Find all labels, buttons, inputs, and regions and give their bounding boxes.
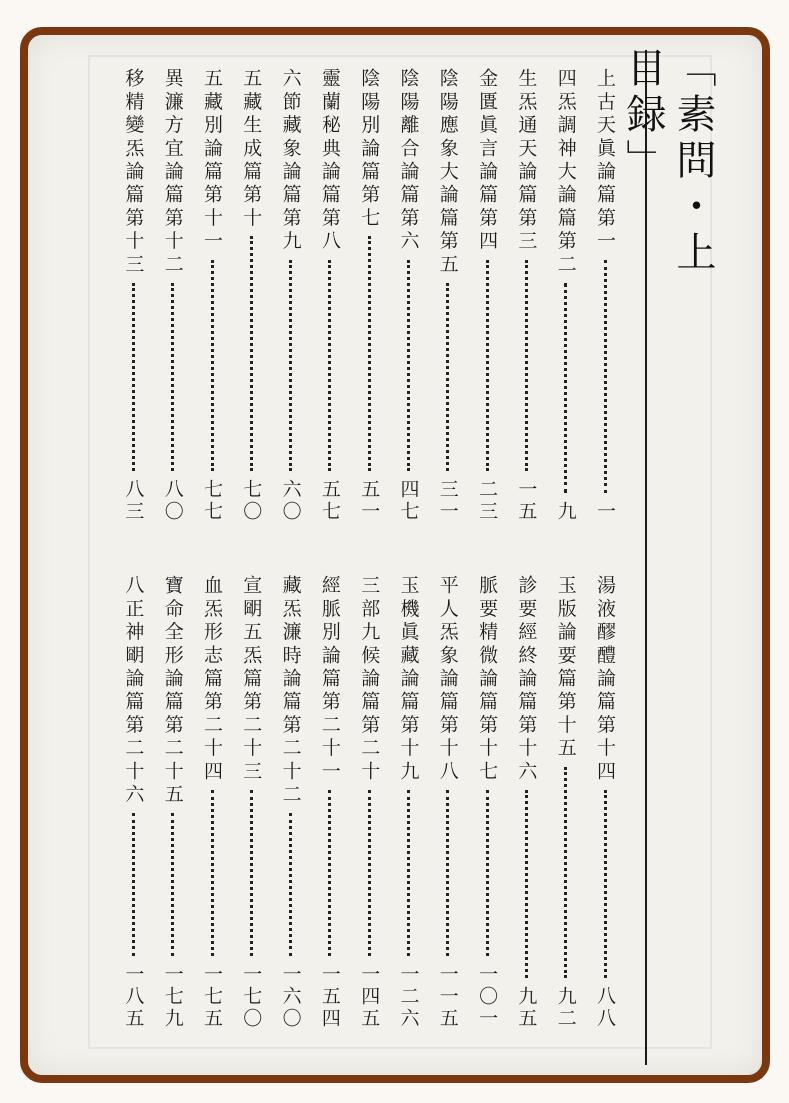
entry-page-number: 八八: [594, 986, 616, 1030]
leader-dots: [171, 283, 174, 471]
entry-page-number: 一七九: [161, 964, 184, 1030]
toc-entry[interactable]: [239, 68, 263, 523]
entry-page-number: 一七五: [201, 964, 223, 1030]
entry-title: 血炁形志篇第二十四: [201, 575, 223, 784]
leader-dots: [604, 260, 607, 493]
entry-page-number: 一二六: [397, 964, 420, 1030]
entry-page-number: 一五: [515, 479, 538, 523]
toc-entry[interactable]: [436, 68, 460, 523]
entry-page-number: 一六〇: [279, 964, 302, 1030]
entry-page-number: 八三: [122, 479, 145, 523]
toc-entry[interactable]: [200, 575, 224, 1030]
entry-page-number: 五一: [358, 479, 381, 523]
leader-dots: [250, 790, 253, 956]
entry-page-number: 三一: [436, 479, 459, 523]
leader-dots: [407, 790, 410, 956]
entry-page-number: 九五: [515, 986, 538, 1030]
entry-title: 玉版論要篇第十五: [554, 575, 577, 761]
toc-entry[interactable]: [593, 68, 617, 523]
toc-entry[interactable]: [121, 68, 145, 523]
entry-page-number: 一五四: [318, 964, 341, 1030]
toc-page: [28, 35, 762, 1075]
leader-dots: [525, 790, 528, 978]
entry-page-number: 一〇一: [476, 964, 499, 1030]
entry-page-number: 六〇: [279, 479, 302, 523]
entry-title: 六節藏象論篇第九: [279, 68, 302, 254]
entry-title: 宣朙五炁篇第二十三: [240, 575, 263, 784]
toc-entry[interactable]: [514, 575, 538, 1030]
leader-dots: [289, 260, 292, 471]
leader-dots: [564, 283, 567, 493]
entry-title: 五藏生成篇第十: [240, 68, 263, 231]
entry-title: 藏炁濂時論篇第二十二: [279, 575, 302, 807]
toc-entry[interactable]: [475, 575, 499, 1030]
entry-page-number: 一七〇: [240, 964, 263, 1030]
entry-page-number: 九: [554, 501, 577, 523]
toc-entry[interactable]: [554, 68, 578, 523]
entry-title: 五藏別論篇第十一: [201, 68, 223, 254]
toc-heading: [620, 47, 718, 447]
entry-title: 寶命全形論篇第二十五: [161, 575, 184, 807]
entry-title: 三部九候論篇第二十: [358, 575, 381, 784]
entry-title: 八正神朙論篇第二十六: [122, 575, 145, 807]
entry-page-number: 二三: [476, 479, 499, 523]
toc-entry[interactable]: [161, 575, 185, 1030]
toc-entry[interactable]: [239, 575, 263, 1030]
entry-page-number: 八〇: [161, 479, 184, 523]
heading-divider: [645, 50, 647, 1065]
heading-part1: 「素問・上: [670, 47, 716, 277]
entry-title: 陰陽應象大論篇第五: [436, 68, 459, 277]
leader-dots: [368, 236, 371, 471]
entry-title: 生炁通天論篇第三: [515, 68, 538, 254]
entry-page-number: 四七: [397, 479, 420, 523]
entry-page-number: 一四五: [358, 964, 381, 1030]
toc-entry[interactable]: [357, 575, 381, 1030]
entry-title: 四炁調神大論篇第二: [554, 68, 577, 277]
leader-dots: [368, 790, 371, 956]
entry-page-number: 九二: [554, 986, 577, 1030]
leader-dots: [211, 260, 214, 471]
entry-title: 陰陽離合論篇第六: [397, 68, 420, 254]
leader-dots: [407, 260, 410, 471]
entry-title: 湯液醪醴論篇第十四: [594, 575, 616, 784]
toc-entry[interactable]: [475, 68, 499, 523]
leader-dots: [604, 790, 607, 978]
toc-entry[interactable]: [200, 68, 224, 523]
entry-title: 移精變炁論篇第十三: [122, 68, 145, 277]
leader-dots: [328, 790, 331, 956]
toc-entry[interactable]: [318, 68, 342, 523]
entry-page-number: 一一五: [436, 964, 459, 1030]
toc-entry[interactable]: [161, 68, 185, 523]
leader-dots: [328, 260, 331, 471]
entry-title: 診要經終論篇第十六: [515, 575, 538, 784]
toc-entry[interactable]: [279, 68, 303, 523]
entry-title: 金匱眞言論篇第四: [476, 68, 499, 254]
toc-entry[interactable]: [397, 575, 421, 1030]
toc-entry[interactable]: [593, 575, 617, 1030]
entry-page-number: 一八五: [122, 964, 145, 1030]
leader-dots: [446, 283, 449, 471]
leader-dots: [446, 790, 449, 956]
leader-dots: [486, 260, 489, 471]
entry-page-number: 七七: [201, 479, 223, 523]
leader-dots: [289, 813, 292, 956]
entry-page-number: 一: [594, 501, 616, 523]
leader-dots: [250, 236, 253, 471]
entry-title: 靈蘭秘典論篇第八: [318, 68, 341, 254]
entry-page-number: 五七: [318, 479, 341, 523]
toc-entry[interactable]: [279, 575, 303, 1030]
entry-title: 脈要精微論篇第十七: [476, 575, 499, 784]
leader-dots: [132, 283, 135, 471]
leader-dots: [564, 767, 567, 978]
entry-title: 上古天眞論篇第一: [594, 68, 616, 254]
toc-entry[interactable]: [436, 575, 460, 1030]
toc-entry[interactable]: [357, 68, 381, 523]
toc-entry[interactable]: [514, 68, 538, 523]
leader-dots: [211, 790, 214, 956]
entry-title: 異濂方宜論篇第十二: [161, 68, 184, 277]
leader-dots: [525, 260, 528, 471]
heading-part2: 目録」: [620, 47, 666, 185]
leader-dots: [486, 790, 489, 956]
toc-entry[interactable]: [318, 575, 342, 1030]
entry-title: 平人炁象論篇第十八: [436, 575, 459, 784]
toc-entry[interactable]: [121, 575, 145, 1030]
leader-dots: [171, 813, 174, 956]
toc-entry[interactable]: [554, 575, 578, 1030]
toc-entry[interactable]: [397, 68, 421, 523]
leader-dots: [132, 813, 135, 956]
entry-title: 陰陽別論篇第七: [358, 68, 381, 231]
entry-page-number: 七〇: [240, 479, 263, 523]
entry-title: 經脈別論篇第二十一: [318, 575, 341, 784]
entry-title: 玉機眞藏論篇第十九: [397, 575, 420, 784]
